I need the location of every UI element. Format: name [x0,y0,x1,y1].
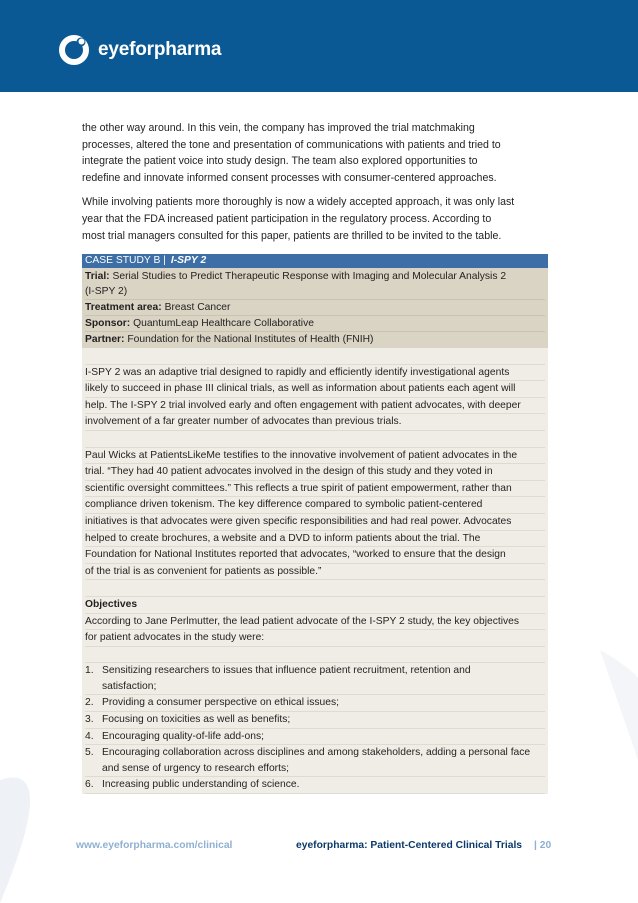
body-line: I-SPY 2 was an adaptive trial designed to rapidly and efficiently identify investigational agents [85,365,545,382]
paragraph-2 [82,194,552,244]
spacer [85,647,545,664]
case-study-meta [82,268,548,348]
objectives-intro-line: According to Jane Perlmutter, the lead patient advocate of the I-SPY 2 study, the key objectives [85,614,545,631]
spacer [85,431,545,448]
page-number: | 20 [534,840,552,851]
objective-item [85,745,545,777]
case-study-box [82,254,548,794]
treatment-row [85,300,545,316]
sponsor-label: Sponsor: [85,318,131,329]
objective-text: and sense of urgency to research efforts; [102,762,289,774]
objective-item [85,712,545,729]
trial-label: Trial: [85,271,110,282]
text-line: most trial managers consulted for this paper, patients are thrilled to be invited to the table. [82,229,502,242]
body-line: compliance driven tokenism. The key difference compared to symbolic patient-centered [85,497,545,514]
case-study-body [82,348,548,794]
eyeforpharma-logo-icon [57,33,91,67]
body-line: helped to create brochures, a website and a DVD to inform patients about the trial. The [85,531,545,548]
header-banner [0,0,638,92]
objective-text: Providing a consumer perspective on ethical issues; [102,697,339,709]
text-line: While involving patients more thoroughly is now a widely accepted approach, it was only last [82,196,515,209]
objectives-list [85,663,545,794]
footer-url-link[interactable]: www.eyeforpharma.com/clinical [76,840,233,851]
footer-doc-title: eyeforpharma: Patient-Centered Clinical Trials [296,840,523,851]
objectives-heading: Objectives [85,597,545,614]
objective-text: Focusing on toxicities as well as benefits; [102,714,291,726]
objective-number: 3. [85,714,94,726]
body-line: Paul Wicks at PatientsLikeMe testifies to the innovative involvement of patient advocates in the [85,448,545,465]
body-line: likely to succeed in phase III clinical trials, as well as information about patients each agent will [85,381,545,398]
paragraph-1 [82,120,552,186]
body-line: of the trial is as convenient for patients as possible.” [85,564,545,581]
logo [57,33,221,67]
case-study-title: I-SPY 2 [170,255,207,266]
trial-value-cont: (I-SPY 2) [85,286,128,297]
case-study-header [82,254,548,268]
text-line: redefine and innovate informed consent processes with consumer-centered approaches. [82,171,497,184]
objective-text: Sensitizing researchers to issues that influence patient recruitment, retention and [102,665,471,677]
objective-number: 1. [85,665,94,677]
body-line: initiatives is that advocates were given specific responsibilities and had real power. Advocates [85,514,545,531]
objective-item [85,695,545,712]
trial-value: Serial Studies to Predict Therapeutic Response with Imaging and Molecular Analysis 2 [112,271,507,282]
objective-number: 4. [85,730,94,742]
body-line: scientific oversight committees.” This reflects a true spirit of patient empowerment, rather than [85,481,545,498]
objective-number: 6. [85,779,94,791]
sponsor-value: QuantumLeap Healthcare Collaborative [133,318,314,329]
sponsor-row [85,316,545,332]
text-line: processes, altered the tone and presentation of communications with patients and tried to [82,138,501,151]
objective-item [85,663,545,695]
spacer [85,348,545,365]
partner-label: Partner: [85,334,125,345]
objectives-intro-line: for patient advocates in the study were: [85,630,545,647]
objective-item [85,777,545,794]
text-line: year that the FDA increased patient participation in the regulatory process. According to [82,212,492,225]
objective-number: 5. [85,747,94,759]
body-line: involvement of a far greater number of advocates than previous trials. [85,414,545,431]
partner-row [85,332,545,347]
main-text [82,120,552,244]
body-line: Foundation for National Institutes reported that advocates, “worked to ensure that the design [85,547,545,564]
case-study-label: CASE STUDY B | [85,255,166,266]
page-footer [76,840,566,851]
partner-value: Foundation for the National Institutes of Health (FNIH) [127,334,374,345]
treatment-value: Breast Cancer [164,302,231,313]
objective-item [85,729,545,746]
treatment-label: Treatment area: [85,302,162,313]
body-line: help. The I-SPY 2 trial involved early and often engagement with patient advocates, with deeper [85,398,545,415]
text-line: integrate the patient voice into study design. The team also explored opportunities to [82,155,478,168]
logo-text: eyeforpharma [98,39,222,60]
text-line: the other way around. In this vein, the company has improved the trial matchmaking [82,122,475,134]
spacer [85,580,545,597]
trial-row [85,269,545,300]
objective-text: Increasing public understanding of science. [102,779,300,791]
objective-text: Encouraging quality-of-life add-ons; [102,730,264,742]
objective-text: satisfaction; [102,680,157,692]
body-line: trial. “They had 40 patient advocates involved in the design of this study and they voted in [85,464,545,481]
objective-number: 2. [85,697,94,709]
objective-text: Encouraging collaboration across disciplines and among stakeholders, adding a personal face [102,747,531,759]
